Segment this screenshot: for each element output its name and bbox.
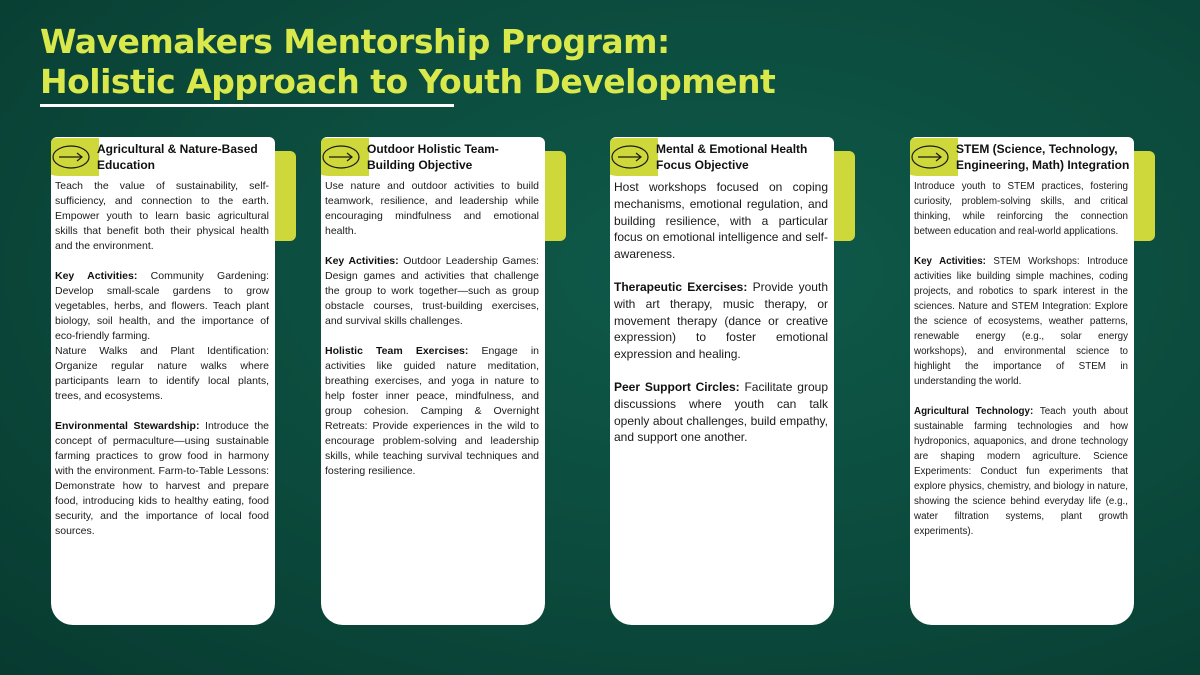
section-text: Facilitate group discussions where youth can talk openly about challenges, build empathy, and support one another. (614, 379, 828, 445)
card-intro: Use nature and outdoor activities to build teamwork, resilience, and leadership while encouraging mindfulness and emotional health. (325, 180, 539, 237)
arrow-right-icon (321, 139, 361, 175)
card-section-2 (614, 379, 828, 446)
card-section-2 (914, 404, 1128, 539)
card-section-1 (325, 254, 539, 329)
card-heading: Agricultural & Nature-Based Education (97, 142, 258, 172)
page-title (40, 22, 775, 102)
card-header-pill (610, 138, 658, 176)
card-body (914, 179, 1128, 615)
card-intro: Introduce youth to STEM practices, fostering curiosity, problem-solving skills, and critical thinking, while reinforcing the connection between education and real-world applications. (914, 181, 1128, 237)
card-heading: Outdoor Holistic Team-Building Objective (367, 142, 499, 172)
card-body (55, 179, 269, 615)
section-text: Provide youth with art therapy, music therapy, or movement therapy (dance or creative expression) to foster emotional expression and healing. (614, 279, 828, 362)
section-label: Peer Support Circles: (614, 379, 740, 394)
card-section-1 (614, 279, 828, 363)
card-heading: STEM (Science, Technology, Engineering, Math) Integration (956, 142, 1130, 172)
section-text: Introduce the concept of permaculture—using sustainable farming practices to grow food in harmony with the environment. Farm-to-Table Lessons: Demonstrate how to harvest and prepare food, introducing kids to healthy eating, food security, and the importance of local food sources. (55, 420, 269, 537)
card-header-pill (321, 138, 369, 176)
card-agricultural-education (51, 137, 275, 625)
section-label: Therapeutic Exercises: (614, 279, 748, 294)
card-panel (910, 137, 1134, 625)
title-underline (40, 104, 454, 107)
arrow-right-icon (910, 139, 950, 175)
section-label: Holistic Team Exercises: (325, 345, 469, 357)
card-header-pill (51, 138, 99, 176)
section-label: Key Activities: (325, 255, 399, 267)
title-line-1: Wavemakers Mentorship Program: (40, 22, 670, 61)
section-label: Key Activities: (55, 270, 138, 282)
card-panel (321, 137, 545, 625)
section-label: Environmental Stewardship: (55, 420, 200, 432)
card-body (614, 179, 828, 615)
card-section-1 (914, 254, 1128, 389)
card-intro: Host workshops focused on coping mechanisms, emotional regulation, and building resilience, with a particular focus on emotional intelligence and self-awareness. (614, 180, 828, 262)
section-text: Teach youth about sustainable farming technologies and how hydroponics, aquaponics, and drone technology are shaping modern agriculture. Science Experiments: Conduct fun experiments that explore physics, chemistry, and biology in nature, showing the science behind everyday life (e.g., water filtration systems, plant growth experiments). (914, 406, 1128, 537)
card-body (325, 179, 539, 615)
title-line-2: Holistic Approach to Youth Development (40, 62, 776, 101)
section-text: STEM Workshops: Introduce activities like building simple machines, coding projects, and robotics to spark interest in the sciences. Nature and STEM Integration: Explore the science of ecosystems, weather patterns, renewable energy (e.g., solar energy workshops), and environmental science to highlight the importance of STEM in understanding the world. (914, 256, 1128, 387)
arrow-right-icon (51, 139, 91, 175)
arrow-right-icon (610, 139, 650, 175)
card-panel (51, 137, 275, 625)
card-panel (610, 137, 834, 625)
card-mental-health (610, 137, 834, 625)
section-text: Outdoor Leadership Games: Design games and activities that challenge the group to work together—such as group obstacle courses, trust-building exercises, and survival skills challenges. (325, 255, 539, 327)
section-text: Engage in activities like guided nature meditation, breathing exercises, and yoga in nature to help foster inner peace, mindfulness, and group cohesion. Camping & Overnight Retreats: Provide experiences in the wild to encourage problem-solving and leadership skills, while teaching survival techniques and fostering resilience. (325, 345, 539, 477)
card-section-2 (325, 344, 539, 479)
card-intro: Teach the value of sustainability, self-sufficiency, and connection to the earth. Empower youth to learn basic agricultural skills that benefit both their physical health and the environment. (55, 180, 269, 252)
card-heading: Mental & Emotional Health Focus Objective (656, 142, 808, 172)
section-text: Community Gardening: Develop small-scale gardens to grow vegetables, herbs, and flowers. Teach plant biology, soil health, and the importance of eco-friendly farming. (55, 270, 269, 342)
card-section-1 (55, 269, 269, 344)
section-label: Key Activities: (914, 256, 986, 267)
section-label: Agricultural Technology: (914, 406, 1034, 417)
card-section-1-more: Nature Walks and Plant Identification: Organize regular nature walks where participants learn to identify local plants, trees, and ecosystems. (55, 345, 269, 402)
card-section-2 (55, 419, 269, 539)
card-outdoor-team-building (321, 137, 545, 625)
card-header-pill (910, 138, 958, 176)
card-stem-integration (910, 137, 1134, 625)
